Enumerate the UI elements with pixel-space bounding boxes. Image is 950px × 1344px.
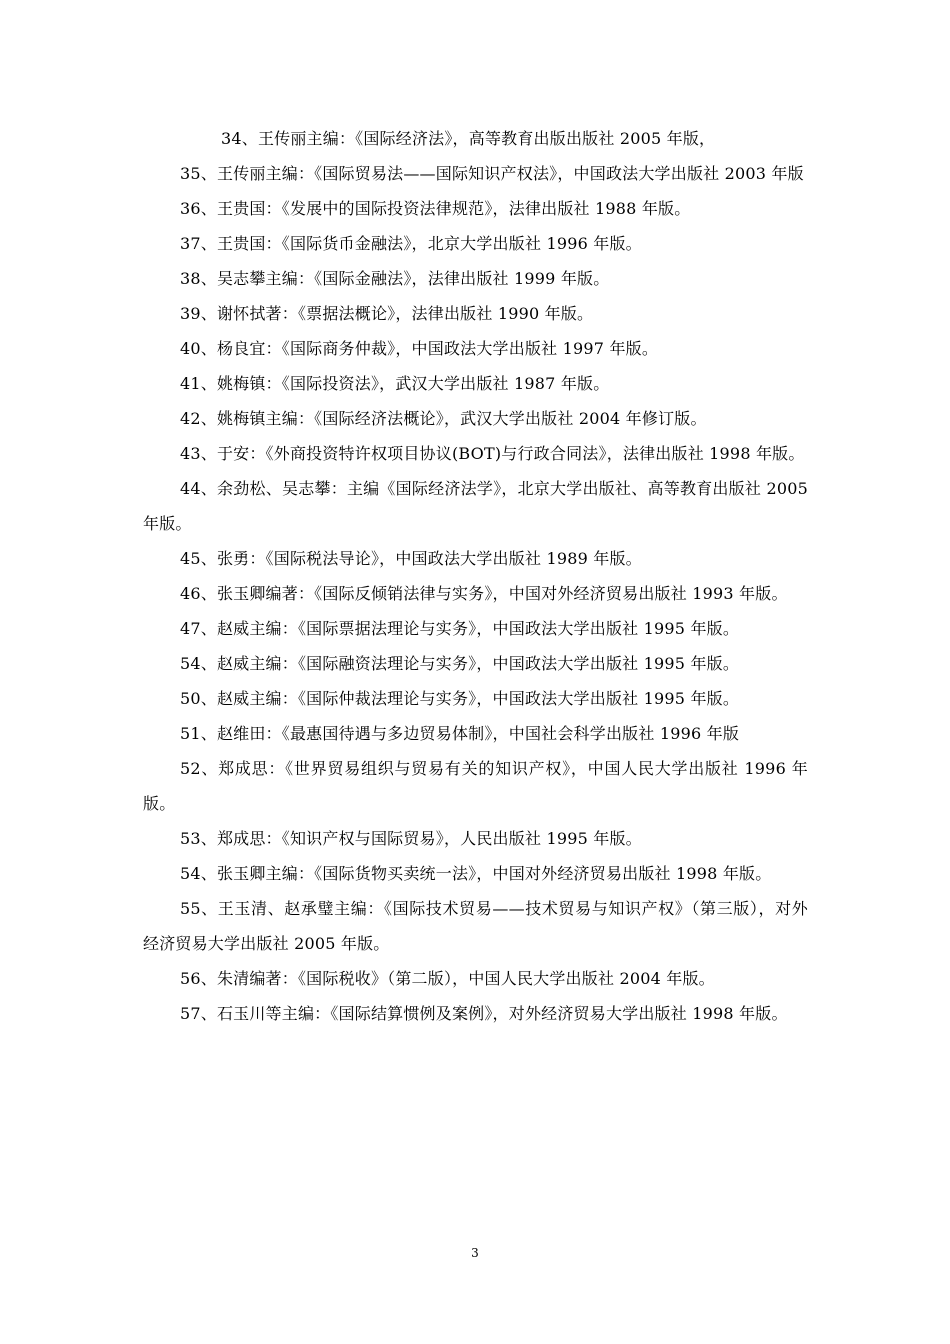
reference-item: 44、余劲松、吴志攀：主编《国际经济法学》，北京大学出版社、高等教育出版社 2005 年版。 (143, 479, 808, 533)
reference-item: 43、于安：《外商投资特许权项目协议(BOT)与行政合同法》，法律出版社 1998 年版。 (180, 444, 805, 463)
reference-list (143, 121, 808, 1031)
reference-item: 37、王贵国：《国际货币金融法》，北京大学出版社 1996 年版。 (180, 234, 642, 253)
reference-item: 34、王传丽主编：《国际经济法》，高等教育出版出版社 2005 年版， (221, 129, 716, 148)
reference-item: 45、张勇：《国际税法导论》，中国政法大学出版社 1989 年版。 (180, 549, 642, 568)
reference-item: 38、吴志攀主编：《国际金融法》，法律出版社 1999 年版。 (180, 269, 610, 288)
reference-item: 57、石玉川等主编：《国际结算惯例及案例》，对外经济贸易大学出版社 1998 年版。 (180, 1004, 788, 1023)
reference-item: 46、张玉卿编著：《国际反倾销法律与实务》，中国对外经济贸易出版社 1993 年版。 (180, 584, 788, 603)
reference-item: 53、郑成思：《知识产权与国际贸易》，人民出版社 1995 年版。 (180, 829, 642, 848)
reference-item: 54、赵威主编：《国际融资法理论与实务》，中国政法大学出版社 1995 年版。 (180, 654, 740, 673)
reference-item: 47、赵威主编：《国际票据法理论与实务》，中国政法大学出版社 1995 年版。 (180, 619, 740, 638)
reference-item: 40、杨良宜：《国际商务仲裁》，中国政法大学出版社 1997 年版。 (180, 339, 659, 358)
reference-item: 41、姚梅镇：《国际投资法》，武汉大学出版社 1987 年版。 (180, 374, 610, 393)
reference-item: 55、王玉清、赵承璧主编：《国际技术贸易——技术贸易与知识产权》（第三版），对外经济贸易大学出版社 2005 年版。 (143, 899, 808, 953)
reference-item: 56、朱清编著：《国际税收》（第二版），中国人民大学出版社 2004 年版。 (180, 969, 715, 988)
reference-item: 54、张玉卿主编：《国际货物买卖统一法》，中国对外经济贸易出版社 1998 年版。 (180, 864, 772, 883)
reference-item: 52、郑成思：《世界贸易组织与贸易有关的知识产权》，中国人民大学出版社 1996 年版。 (143, 759, 808, 813)
reference-item: 35、王传丽主编：《国际贸易法——国际知识产权法》，中国政法大学出版社 2003 年版 (180, 164, 804, 183)
reference-item: 50、赵威主编：《国际仲裁法理论与实务》，中国政法大学出版社 1995 年版。 (180, 689, 740, 708)
reference-item: 39、谢怀拭著：《票据法概论》，法律出版社 1990 年版。 (180, 304, 594, 323)
reference-item: 36、王贵国：《发展中的国际投资法律规范》，法律出版社 1988 年版。 (180, 199, 691, 218)
reference-item: 42、姚梅镇主编：《国际经济法概论》，武汉大学出版社 2004 年修订版。 (180, 409, 707, 428)
reference-item: 51、赵维田：《最惠国待遇与多边贸易体制》，中国社会科学出版社 1996 年版 (180, 724, 740, 743)
page-number: 3 (471, 1246, 479, 1260)
